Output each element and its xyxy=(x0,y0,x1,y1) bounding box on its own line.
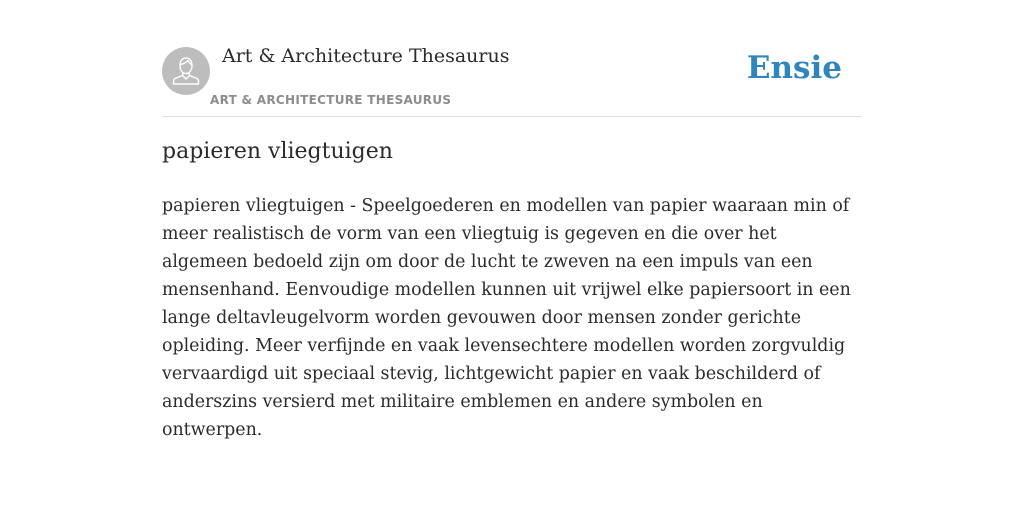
author-subtitle: ART & ARCHITECTURE THESAURUS xyxy=(210,93,452,107)
user-silhouette-icon xyxy=(172,55,200,87)
ensie-logo[interactable]: Ensie xyxy=(746,50,842,86)
author-name[interactable]: Art & Architecture Thesaurus xyxy=(222,45,510,67)
article-body: papieren vliegtuigen - Speelgoederen en modellen van papier waaraan min of meer realistisch de vorm van een vliegtuig is gegeven en die over het algemeen bedoeld zijn om door de lucht te zweven na een impuls van een mensenhand. Eenvoudige modellen kunnen uit vrijwel elke papiersoort in een lange deltavleugelvorm worden gevouwen door mensen zonder gerichte opleiding. Meer verfijnde en vaak levensechtere modellen worden zorgvuldig vervaardigd uit speciaal stevig, lichtgewicht papier en vaak beschilderd of anderszins versierd met militaire emblemen en andere symbolen en ontwerpen. xyxy=(162,196,851,440)
page-title: papieren vliegtuigen xyxy=(162,139,393,164)
header xyxy=(162,0,862,117)
avatar[interactable] xyxy=(162,47,210,95)
